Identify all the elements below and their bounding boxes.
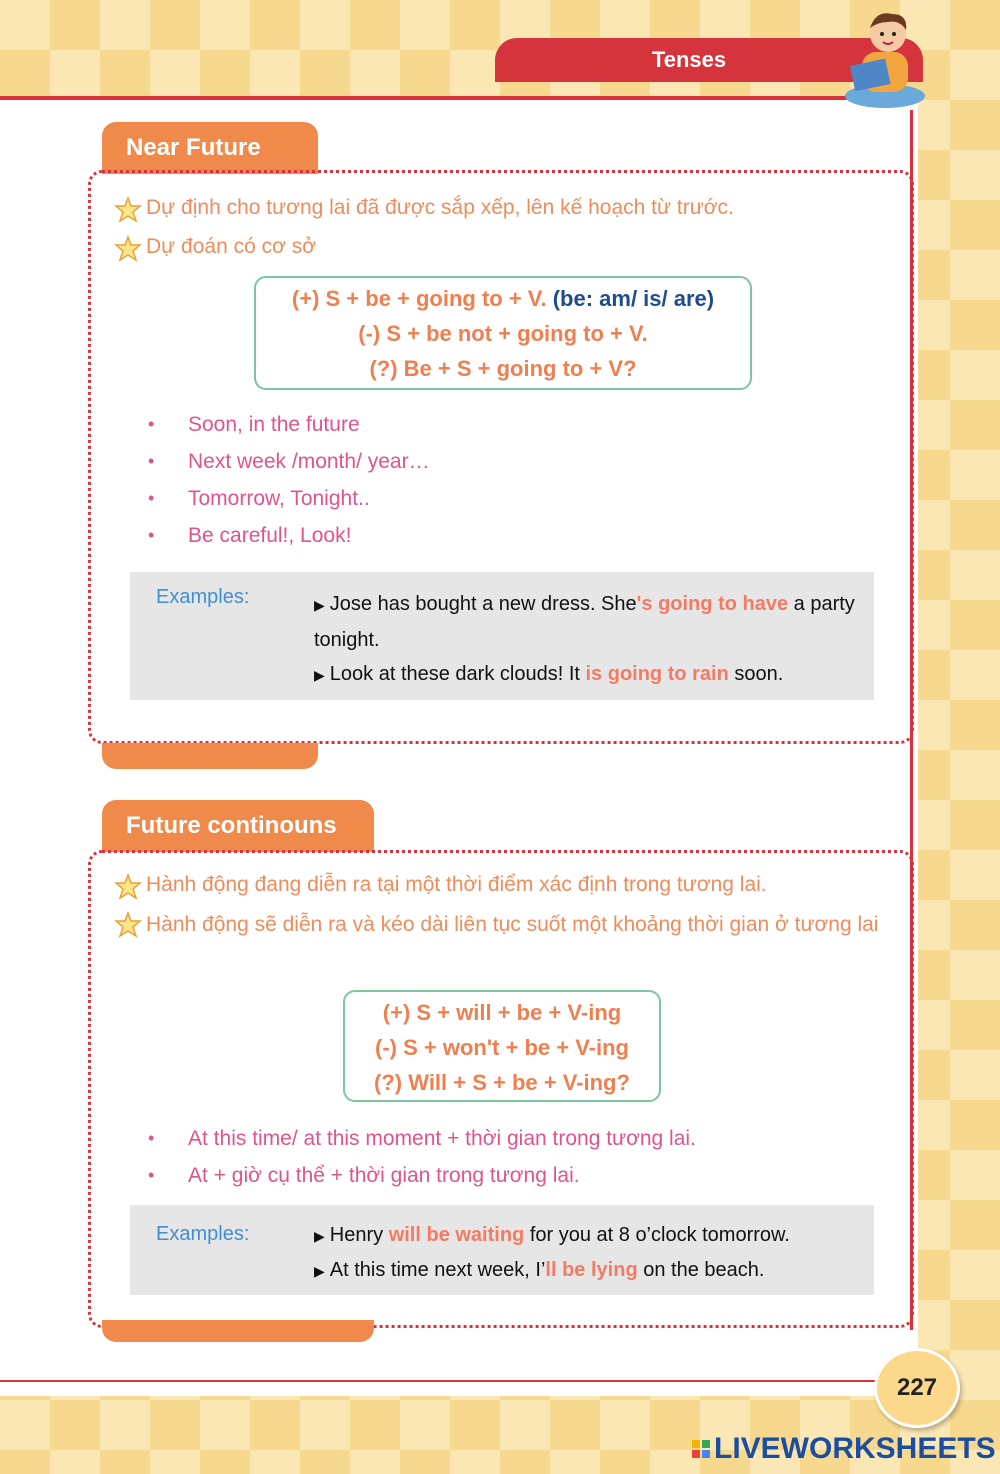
arrow-right-icon: ▶ (314, 667, 325, 683)
bullet-icon: • (148, 1165, 155, 1185)
bullet-icon: • (148, 525, 155, 545)
formula-text: (+) S + be + going to + V. (291, 286, 547, 311)
example-line (314, 587, 859, 658)
bullet-icon: • (148, 488, 155, 508)
arrow-right-icon: ▶ (314, 1263, 325, 1279)
arrow-right-icon: ▶ (314, 597, 325, 613)
list-item (148, 1157, 696, 1194)
list-item (148, 443, 430, 480)
formula-note: (be: am/ is/ are) (552, 286, 715, 311)
example-highlight: will be waiting (388, 1224, 525, 1246)
liveworksheets-logo (692, 1432, 996, 1466)
formula-question: (?) Will + S + be + V-ing? (374, 1070, 630, 1095)
formula-box (254, 276, 752, 390)
example-line (314, 1218, 859, 1254)
section-foot (102, 743, 318, 769)
formula-question: (?) Be + S + going to + V? (369, 356, 637, 381)
arrow-right-icon: ▶ (314, 1228, 325, 1244)
list-item (148, 480, 430, 517)
signal-text: At this time/ at this moment + thời gian trong tương lai. (188, 1126, 696, 1150)
examples-box (130, 1205, 874, 1295)
bullet-icon: • (148, 1128, 155, 1148)
signal-list (148, 1120, 696, 1194)
formula-box (343, 990, 661, 1102)
use-line (114, 196, 734, 224)
section-tab-future-continuous (102, 800, 374, 852)
example-text: on the beach. (637, 1259, 765, 1281)
use-text: Hành động đang diễn ra tại một thời điểm xác định trong tương lai. (146, 873, 767, 896)
brand-name: LIVEWORKSHEETS (714, 1432, 996, 1465)
use-line (114, 235, 316, 263)
list-item (148, 1120, 696, 1157)
signal-text: Tomorrow, Tonight.. (188, 486, 370, 510)
section-tab-near-future (102, 122, 318, 174)
top-border (0, 96, 920, 100)
formula-positive (256, 281, 750, 316)
use-text: Dự định cho tương lai đã được sắp xếp, lên kế hoạch từ trước. (146, 196, 734, 219)
use-text: Dự đoán có cơ sở (146, 235, 316, 258)
formula-negative: (-) S + won't + be + V-ing (375, 1035, 629, 1060)
list-item (148, 517, 430, 554)
example-text: At this time next week, I’ (329, 1259, 546, 1281)
signal-text: At + giờ cụ thể + thời gian trong tương lai. (188, 1163, 580, 1187)
example-text: soon. (728, 663, 784, 685)
examples-label: Examples: (156, 586, 250, 608)
example-line (314, 1253, 859, 1289)
signal-text: Be careful!, Look! (188, 523, 352, 547)
use-line (114, 906, 894, 943)
signal-text: Soon, in the future (188, 412, 360, 436)
bottom-border (0, 1380, 905, 1382)
signal-list (148, 406, 430, 554)
bullet-icon: • (148, 451, 155, 471)
examples-box (130, 572, 874, 700)
example-text: Henry (329, 1224, 389, 1246)
example-text: Jose has bought a new dress. She (329, 593, 637, 615)
section-title: Near Future (126, 134, 261, 161)
star-icon (114, 911, 142, 939)
example-line (314, 657, 859, 693)
section-title: Future continouns (126, 812, 337, 839)
formula-positive: (+) S + will + be + V-ing (382, 1000, 622, 1025)
signal-text: Next week /month/ year… (188, 449, 430, 473)
example-highlight: ll be lying (545, 1259, 638, 1281)
example-text: for you at 8 o’clock tomorrow. (524, 1224, 790, 1246)
logo-squares-icon (692, 1440, 710, 1458)
star-icon (114, 196, 142, 224)
examples-label: Examples: (156, 1223, 250, 1245)
chapter-title: Tenses (651, 47, 727, 72)
formula-negative: (-) S + be not + going to + V. (358, 321, 648, 346)
example-text: a party tonight. (314, 593, 855, 651)
bullet-icon: • (148, 414, 155, 434)
star-icon (114, 873, 142, 901)
reading-boy-illustration (840, 4, 930, 108)
example-highlight: is going to rain (585, 663, 729, 685)
example-text: Look at these dark clouds! It (329, 663, 586, 685)
star-icon (114, 235, 142, 263)
section-foot (102, 1320, 374, 1342)
list-item (148, 406, 430, 443)
page-number: 227 (874, 1348, 960, 1428)
use-text: Hành động sẽ diễn ra và kéo dài liên tục suốt một khoảng thời gian ở tương lai (146, 913, 879, 936)
example-highlight: 's going to have (636, 593, 789, 615)
use-line (114, 873, 767, 901)
